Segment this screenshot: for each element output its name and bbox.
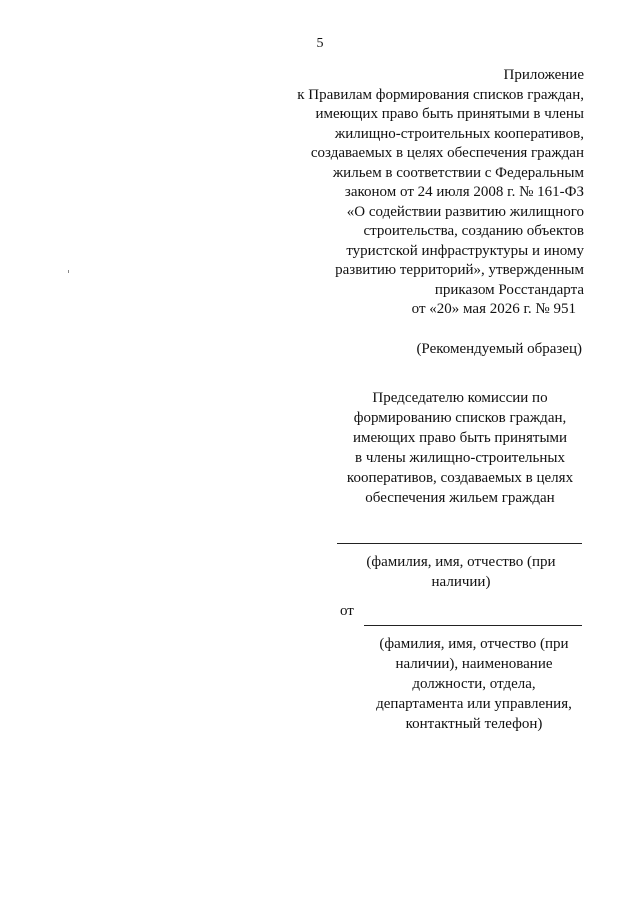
page-number: 5 [316, 36, 324, 51]
caption-line: наличии), наименование [395, 656, 553, 672]
caption-line: должности, отдела, [412, 676, 536, 692]
appendix-line: приказом Росстандарта [434, 281, 584, 298]
appendix-line: «О содействии развитию жилищного [346, 203, 584, 220]
from-label: от [340, 603, 354, 619]
applicant-name-fill-line [364, 625, 582, 626]
chairman-name-fill-line [337, 543, 582, 544]
addressee-line: кооперативов, создаваемых в целях [346, 470, 574, 486]
caption-line: департамента или управления, [376, 696, 572, 712]
addressee-line: в члены жилищно-строительных [355, 450, 565, 466]
caption-line: контактный телефон) [405, 716, 543, 732]
appendix-line: Приложение [503, 67, 584, 83]
appendix-line: жилищно-строительных кооперативов, [334, 125, 584, 142]
appendix-line: имеющих право быть принятыми в члены [315, 106, 584, 122]
appendix-line: туристской инфраструктуры и иному [346, 242, 584, 259]
appendix-line: строительства, созданию объектов [363, 223, 584, 239]
appendix-line: создаваемых в целях обеспечения граждан [310, 145, 584, 161]
caption-line: (фамилия, имя, отчество (при [379, 636, 569, 652]
appendix-line: к Правилам формирования списков граждан, [297, 86, 584, 103]
appendix-line: развитию территорий», утвержденным [335, 262, 584, 278]
addressee-line: формированию списков граждан, [353, 410, 567, 426]
addressee-block [320, 388, 600, 508]
addressee-line: обеспечения жильем граждан [365, 490, 555, 506]
appendix-line: законом от 24 июля 2008 г. № 161-ФЗ [344, 184, 584, 200]
recommended-sample-label: (Рекомендуемый образец) [416, 341, 582, 357]
appendix-header [244, 66, 584, 320]
applicant-caption [356, 634, 592, 734]
caption-line: наличии) [431, 574, 491, 590]
scan-speck [68, 270, 69, 273]
addressee-line: Председателю комиссии по [372, 390, 548, 406]
chairman-name-caption [330, 552, 592, 592]
caption-line: (фамилия, имя, отчество (при [366, 554, 556, 570]
appendix-line: жильем в соответствии с Федеральным [332, 164, 584, 181]
addressee-line: имеющих право быть принятыми [352, 430, 568, 446]
appendix-order-date: от «20» мая 2026 г. № 951 [411, 301, 576, 317]
